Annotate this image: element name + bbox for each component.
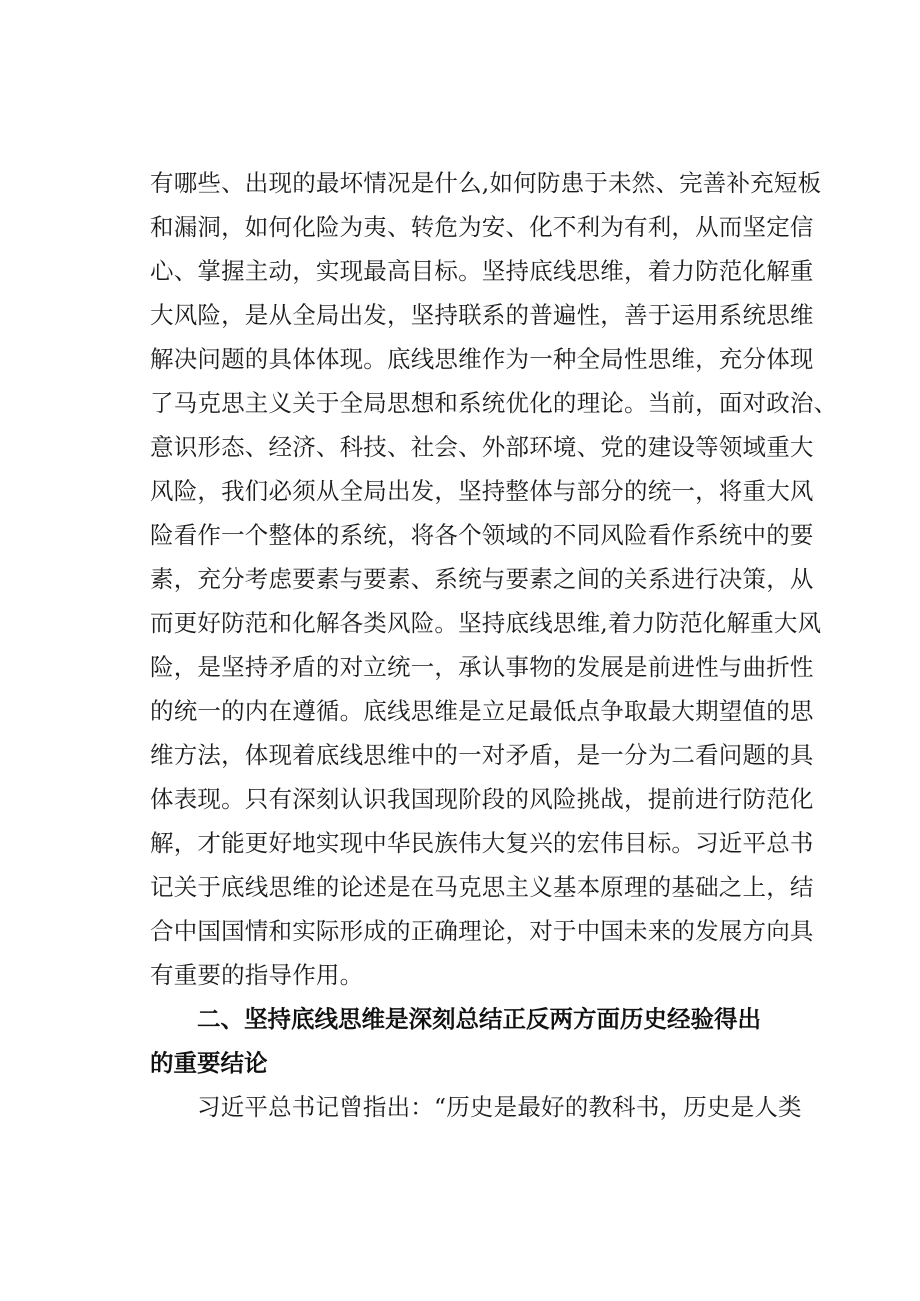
paragraph-1-line-19: 有重要的指导作用。 [150, 961, 364, 989]
paragraph-1-line-7: 意识形态、经济、科技、社会、外部环境、党的建设等领域重大 [150, 433, 814, 461]
paragraph-1-line-6: 了马克思主义关于全局思想和系统优化的理论。当前，面对政治、 [150, 389, 838, 417]
paragraph-1-line-4: 大风险，是从全局出发，坚持联系的普遍性，善于运用系统思维 [150, 301, 814, 329]
paragraph-1-line-9: 险看作一个整体的系统，将各个领域的不同风险看作系统中的要 [150, 521, 814, 549]
paragraph-1-line-5: 解决问题的具体体现。底线思维作为一种全局性思维，充分体现 [150, 345, 814, 373]
paragraph-1-line-14: 维方法，体现着底线思维中的一对矛盾，是一分为二看问题的具 [150, 741, 814, 769]
paragraph-1-line-10: 素，充分考虑要素与要素、系统与要素之间的关系进行决策，从 [150, 565, 814, 593]
paragraph-2-line-1: 习近平总书记曾指出：“历史是最好的教科书，历史是人类 [197, 1093, 802, 1121]
paragraph-1-line-16: 解，才能更好地实现中华民族伟大复兴的宏伟目标。习近平总书 [150, 829, 814, 857]
paragraph-1-line-13: 的统一的内在遵循。底线思维是立足最低点争取最大期望值的思 [150, 697, 814, 725]
paragraph-1-line-11: 而更好防范和化解各类风险。坚持底线思维,着力防范化解重大风 [150, 609, 822, 637]
paragraph-1-line-3: 心、掌握主动，实现最高目标。坚持底线思维，着力防范化解重 [150, 257, 814, 285]
paragraph-1-line-18: 合中国国情和实际形成的正确理论，对于中国未来的发展方向具 [150, 917, 814, 945]
paragraph-1-line-12: 险，是坚持矛盾的对立统一，承认事物的发展是前进性与曲折性 [150, 653, 814, 681]
paragraph-1-line-1: 有哪些、出现的最坏情况是什么,如何防患于未然、完善补充短板 [150, 169, 822, 197]
paragraph-1-line-17: 记关于底线思维的论述是在马克思主义基本原理的基础之上，结 [150, 873, 814, 901]
paragraph-1-line-8: 风险，我们必须从全局出发，坚持整体与部分的统一，将重大风 [150, 477, 814, 505]
section-heading-line-2: 的重要结论 [150, 1049, 268, 1077]
section-heading-line-1: 二、坚持底线思维是深刻总结正反两方面历史经验得出 [197, 1005, 761, 1033]
paragraph-1-line-15: 体表现。只有深刻认识我国现阶段的风险挑战，提前进行防范化 [150, 785, 814, 813]
paragraph-1-line-2: 和漏洞，如何化险为夷、转危为安、化不利为有利，从而坚定信 [150, 213, 814, 241]
